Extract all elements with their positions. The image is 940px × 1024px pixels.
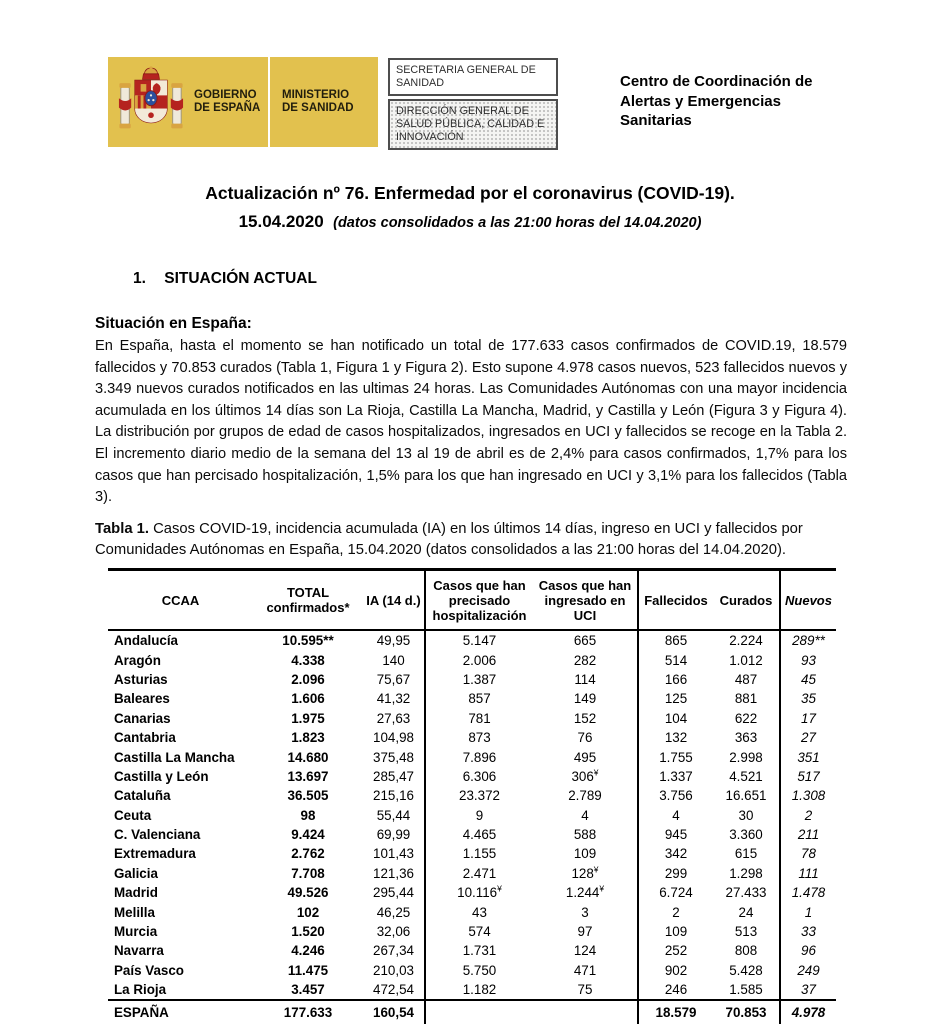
table-cell: 1.155 xyxy=(462,846,497,862)
table-row xyxy=(108,825,836,844)
table-cell: 945 xyxy=(664,827,688,843)
report-date: 15.04.2020 xyxy=(238,212,324,231)
table-cell: 17 xyxy=(801,710,816,726)
table-cell: 75 xyxy=(533,980,638,1000)
table-row xyxy=(108,786,836,805)
table-cell: 69,99 xyxy=(363,825,425,844)
table-cell: C. Valenciana xyxy=(114,827,201,843)
table-cell: 4 xyxy=(533,806,638,825)
table-cell: 1.731 xyxy=(462,943,497,959)
table-cell: 104,98 xyxy=(363,728,425,747)
table-cell: Castilla La Mancha xyxy=(114,749,235,765)
table-cell: 149 xyxy=(533,689,638,708)
table-cell: 5.147 xyxy=(462,633,497,649)
table-cell: 10.116¥ xyxy=(457,883,502,901)
table-cell: 4.246 xyxy=(291,943,325,959)
situation-heading: Situación en España: xyxy=(95,315,252,332)
table-cell: 109 xyxy=(533,844,638,863)
table-cell: 75,67 xyxy=(363,670,425,689)
table-total-cell: 177.633 xyxy=(253,1000,363,1024)
table-row xyxy=(108,844,836,863)
document-title: Actualización nº 76. Enfermedad por el coronavirus (COVID-19). xyxy=(205,183,735,203)
table-cell: Baleares xyxy=(114,691,170,707)
table-cell: 32,06 xyxy=(363,922,425,941)
table-cell: 375,48 xyxy=(363,747,425,766)
header-ia: IA (14 d.) xyxy=(363,570,425,631)
ministerio-de-sanidad-label xyxy=(282,89,362,116)
table-row xyxy=(108,922,836,941)
table-cell: 37 xyxy=(801,982,816,998)
table-cell: 140 xyxy=(363,650,425,669)
table-cell: 351 xyxy=(797,749,820,765)
table-cell: Cataluña xyxy=(114,788,171,804)
table-cell: 1.298 xyxy=(713,864,780,883)
table-total-cell: 18.579 xyxy=(638,1000,713,1024)
table-cell: 111 xyxy=(798,865,819,881)
table1-caption-text: Casos COVID-19, incidencia acumulada (IA) en los últimos 14 días, ingreso en UCI y fallecidos por Comunidades Autónomas en España, 15.04.2020 (datos consolidados a las 21:00 horas del 14.04.2020). xyxy=(95,521,803,558)
table-cell: 1.585 xyxy=(713,980,780,1000)
table-cell: Extremadura xyxy=(114,846,196,862)
header-total-confirmados: TOTAL confirmados* xyxy=(253,570,363,631)
table-cell: 3.756 xyxy=(659,788,693,804)
table-row xyxy=(108,961,836,980)
table-cell: 16.651 xyxy=(713,786,780,805)
footnote-mark: ¥ xyxy=(593,767,599,778)
table-cell: 1.387 xyxy=(462,671,497,687)
table-cell: 13.697 xyxy=(287,768,329,784)
table-cell: 93 xyxy=(801,652,816,668)
secretaria-general-box: SECRETARIA GENERAL DE SANIDAD xyxy=(388,58,558,96)
table-row xyxy=(108,864,836,883)
table-cell: 2.006 xyxy=(462,652,497,668)
table-cell: 873 xyxy=(468,730,491,746)
table-cell: 76 xyxy=(533,728,638,747)
table-cell: 11.475 xyxy=(287,962,329,978)
table-cell: 46,25 xyxy=(363,902,425,921)
table-total-cell: 160,54 xyxy=(363,1000,425,1024)
table-cell: 114 xyxy=(533,670,638,689)
table-cell: 152 xyxy=(533,709,638,728)
header-hospitalizacion: Casos que han precisado hospitalización xyxy=(425,570,533,631)
table-cell: 109 xyxy=(664,924,688,940)
table-cell: Madrid xyxy=(114,885,158,901)
table-cell: Andalucía xyxy=(114,633,178,649)
gobierno-line1: GOBIERNO xyxy=(194,88,257,101)
table-cell: 4.465 xyxy=(462,827,497,843)
spain-coat-of-arms-icon xyxy=(108,57,194,147)
table-cell: 4.521 xyxy=(713,767,780,786)
table-cell: 55,44 xyxy=(363,806,425,825)
table-cell: 2.471 xyxy=(462,865,497,881)
section-label: SITUACIÓN ACTUAL xyxy=(164,270,317,287)
table-cell: 3.360 xyxy=(713,825,780,844)
table-total-cell: ESPAÑA xyxy=(108,1000,253,1024)
table-cell: Canarias xyxy=(114,710,171,726)
table-cell: La Rioja xyxy=(114,982,167,998)
table-row xyxy=(108,689,836,708)
table-cell: 6.724 xyxy=(659,885,693,901)
report-date-note: (datos consolidados a las 21:00 horas del 14.04.2020) xyxy=(333,215,702,231)
table-cell: 166 xyxy=(664,671,688,687)
table-header-row xyxy=(108,570,836,631)
table-cell: 881 xyxy=(713,689,780,708)
table-cell: 1.012 xyxy=(713,650,780,669)
table-cell: 78 xyxy=(801,846,816,862)
section-number: 1. xyxy=(133,270,146,287)
header-nuevos: Nuevos xyxy=(780,570,836,631)
table-row xyxy=(108,709,836,728)
table-cell: 2 xyxy=(804,807,813,823)
table-cell: 104 xyxy=(664,710,688,726)
table-cell: 5.750 xyxy=(462,962,497,978)
footnote-mark: ¥ xyxy=(599,883,605,894)
table-row xyxy=(108,747,836,766)
table-cell: 128¥ xyxy=(533,864,638,883)
table-cell: 282 xyxy=(533,650,638,669)
table-row xyxy=(108,980,836,1000)
table-row xyxy=(108,670,836,689)
table-cell: 27 xyxy=(801,730,816,746)
table-total-cell: 70.853 xyxy=(713,1000,780,1024)
table-cell: 49,95 xyxy=(363,630,425,650)
table-cell: 101,43 xyxy=(363,844,425,863)
table-cell: 342 xyxy=(664,846,688,862)
table-cell: 865 xyxy=(664,633,688,649)
direccion-general-box: DIRECCIÓN GENERAL DE SALUD PÚBLICA, CALIDAD E INNOVACIÓN xyxy=(388,99,558,150)
footnote-mark: ¥ xyxy=(593,864,599,875)
table-cell: 902 xyxy=(664,962,688,978)
table-cell: 1.606 xyxy=(291,691,325,707)
table-cell: 781 xyxy=(468,710,491,726)
table-cell: 30 xyxy=(713,806,780,825)
table-cell: 27,63 xyxy=(363,709,425,728)
table-cell: 9 xyxy=(475,807,484,823)
table-cell: 267,34 xyxy=(363,941,425,960)
spain-coat-of-arms-icon xyxy=(118,66,184,138)
table-cell: 10.595** xyxy=(282,633,334,649)
table-cell: 3.457 xyxy=(291,982,325,998)
table-cell: 1.520 xyxy=(291,924,325,940)
table-cell: 615 xyxy=(713,844,780,863)
table-cell: 574 xyxy=(468,924,491,940)
gobierno-line2: DE ESPAÑA xyxy=(194,102,261,114)
table-cell: 33 xyxy=(801,924,816,940)
table-row xyxy=(108,728,836,747)
table-cell: 665 xyxy=(533,630,638,650)
header-curados: Curados xyxy=(713,570,780,631)
table-cell: 49.526 xyxy=(287,885,329,901)
table-cell: 1.337 xyxy=(659,768,693,784)
table-cell: 2.224 xyxy=(713,630,780,650)
centro-coordinacion-label: Centro de Coordinación de Alertas y Emergencias Sanitarias xyxy=(620,73,813,129)
table-cell: 24 xyxy=(713,902,780,921)
table-total-cell xyxy=(533,1000,638,1024)
table-cell: 363 xyxy=(713,728,780,747)
table-cell: 35 xyxy=(801,691,816,707)
table-cell: 487 xyxy=(713,670,780,689)
table-total-cell xyxy=(425,1000,533,1024)
section-heading xyxy=(133,270,317,288)
table-cell: Cantabria xyxy=(114,730,176,746)
table-row xyxy=(108,630,836,650)
table-cell: País Vasco xyxy=(114,962,184,978)
table-cell: 121,36 xyxy=(363,864,425,883)
table-cell: 41,32 xyxy=(363,689,425,708)
table-cell: 588 xyxy=(533,825,638,844)
table-cell: Castilla y León xyxy=(114,768,209,784)
table-cell: 246 xyxy=(664,982,688,998)
table-cell: 2.096 xyxy=(291,671,325,687)
table-cell: 4.338 xyxy=(291,652,325,668)
table-cell: 2.998 xyxy=(713,747,780,766)
table-cell: Ceuta xyxy=(114,807,152,823)
table-cell: 1.975 xyxy=(291,710,325,726)
table-cell: 211 xyxy=(797,827,820,843)
header-ccaa: CCAA xyxy=(108,570,253,631)
table-cell: 5.428 xyxy=(713,961,780,980)
table-cell: 495 xyxy=(533,747,638,766)
table-cell: 517 xyxy=(797,768,820,784)
table-cell: 513 xyxy=(713,922,780,941)
table-cell: 132 xyxy=(664,730,688,746)
table-cell: Melilla xyxy=(114,904,155,920)
table-row xyxy=(108,941,836,960)
table-cell: Asturias xyxy=(114,671,168,687)
table-cell: 3 xyxy=(533,902,638,921)
footnote-mark: ¥ xyxy=(497,883,502,894)
table-cell: 857 xyxy=(468,691,491,707)
table-cell: 215,16 xyxy=(363,786,425,805)
table-cell: 1.755 xyxy=(659,749,693,765)
table-row xyxy=(108,883,836,902)
table-cell: 27.433 xyxy=(713,883,780,902)
header-fallecidos: Fallecidos xyxy=(638,570,713,631)
government-banner xyxy=(108,57,378,147)
gobierno-de-espana-label xyxy=(194,89,264,116)
table-row xyxy=(108,767,836,786)
table-cell: 1.478 xyxy=(791,885,826,901)
header-uci: Casos que han ingresado en UCI xyxy=(533,570,638,631)
table-cell: 299 xyxy=(664,865,688,881)
table-cell: 285,47 xyxy=(363,767,425,786)
table-cell: Murcia xyxy=(114,924,158,940)
table-cell: Galicia xyxy=(114,865,158,881)
table-cell: Navarra xyxy=(114,943,164,959)
table-cell: 36.505 xyxy=(287,788,329,804)
table-cell: 2 xyxy=(672,904,680,920)
table-cell: 2.789 xyxy=(533,786,638,805)
table-cell: 289** xyxy=(792,633,825,649)
table-cell: 1.182 xyxy=(462,982,497,998)
table-cell: 98 xyxy=(300,807,316,823)
table-cell: Aragón xyxy=(114,652,161,668)
table-cell: 622 xyxy=(713,709,780,728)
table-cell: 2.762 xyxy=(291,846,325,862)
table-row xyxy=(108,806,836,825)
table-cell: 102 xyxy=(296,904,320,920)
table-total-cell: 4.978 xyxy=(780,1000,836,1024)
table-cell: 1.244¥ xyxy=(533,883,638,902)
table-cell: 1.823 xyxy=(291,730,325,746)
table-cell: 471 xyxy=(533,961,638,980)
table-cell: 23.372 xyxy=(459,788,500,804)
table-cell: 43 xyxy=(472,904,487,920)
table-cell: 306¥ xyxy=(533,767,638,786)
table-cell: 97 xyxy=(533,922,638,941)
table-cell: 514 xyxy=(664,652,688,668)
table-cell: 249 xyxy=(797,962,820,978)
table-cell: 252 xyxy=(664,943,688,959)
table-cell: 124 xyxy=(533,941,638,960)
ministerio-line2: DE SANIDAD xyxy=(282,102,354,114)
table-cell: 1.308 xyxy=(791,788,826,804)
table-cell: 210,03 xyxy=(363,961,425,980)
table-row xyxy=(108,650,836,669)
table1-caption xyxy=(95,519,847,561)
table-cell: 295,44 xyxy=(363,883,425,902)
table-cell: 96 xyxy=(801,943,816,959)
table-cell: 7.896 xyxy=(462,749,497,765)
table-cell: 6.306 xyxy=(462,768,497,784)
ministerio-line1: MINISTERIO xyxy=(282,88,350,101)
organization-boxes xyxy=(388,58,558,150)
table-cell: 45 xyxy=(801,671,816,687)
table1-caption-label: Tabla 1. xyxy=(95,521,149,537)
covid-cases-table xyxy=(108,568,836,1024)
table-cell: 472,54 xyxy=(363,980,425,1000)
table-cell: 125 xyxy=(664,691,688,707)
table-total-row xyxy=(108,1000,836,1024)
table-cell: 9.424 xyxy=(291,827,325,843)
table-cell: 808 xyxy=(713,941,780,960)
document-subtitle xyxy=(95,212,845,232)
banner-divider xyxy=(268,57,270,147)
table-row xyxy=(108,902,836,921)
table-cell: 7.708 xyxy=(291,865,325,881)
table-cell: 14.680 xyxy=(287,749,329,765)
table-cell: 4 xyxy=(672,807,680,823)
situation-paragraph: En España, hasta el momento se han notificado un total de 177.633 casos confirmados de COVID.19, 18.579 fallecidos y 70.853 curados (Tabla 1, Figura 1 y Figura 2). Esto supone 4.978 casos nuevos, 523 fallecidos nuevos y 3.349 nuevos curados notificados en las ultimas 24 horas. Las Comunidades Autónomas con una mayor incidencia acumulada en los últimos 14 días son La Rioja, Castilla La Mancha, Madrid, y Castilla y León (Figura 3 y Figura 4). La distribución por grupos de edad de casos hospitalizados, ingresados en UCI y fallecidos se recoge en la Tabla 2. El incremento diario medio de la semana del 13 al 19 de abril es de 2,4% para casos confirmados, 1,7% para los casos que han percisado hospitalización, 1,5% para los que han ingresado en UCI y 3,1% para los fallecidos (Tabla 3). xyxy=(95,338,847,506)
table-cell: 1 xyxy=(804,904,813,920)
